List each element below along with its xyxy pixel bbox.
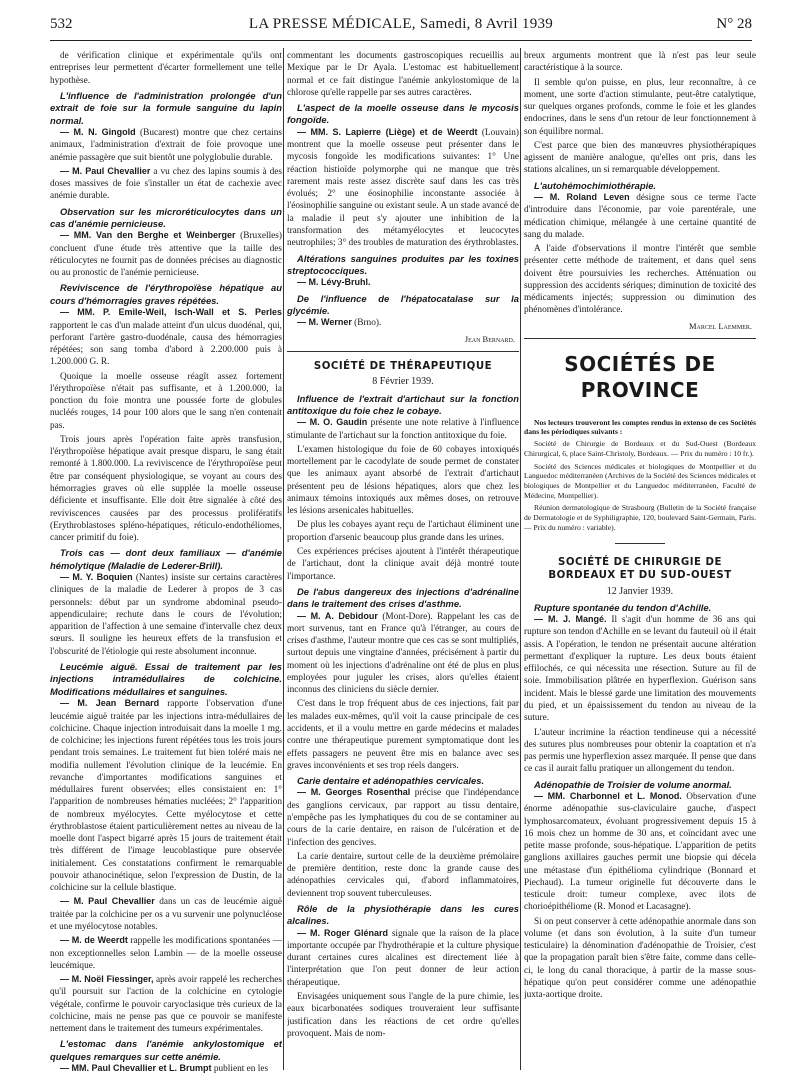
article-heading: Carie dentaire et adénopathies cervicales.	[297, 775, 485, 787]
article-heading: Trois cas — dont deux familiaux — d'anémie hémolytique (Maladie de Lederer-Brill).	[50, 547, 282, 571]
column-1	[50, 50, 282, 1075]
author: — MM. S. Lapierre (Liège) et de Weerdt	[297, 126, 478, 137]
author: — MM. P. Emile-Weil, Isch-Wall et S. Perles	[60, 307, 282, 318]
paragraph: De plus les cobayes ayant reçu de l'artichaut éliminent une proportion d'arsenic beaucoup plus grande dans les urines.	[287, 520, 519, 543]
author: — M. Paul Chevallier	[60, 896, 155, 907]
page-header	[50, 16, 752, 41]
section-banner: SOCIÉTÉS DE PROVINCE	[564, 351, 716, 403]
paragraph: — M. Roger Glénard signale que la raison de la place importante occupée par l'hydrothérapie et la culture physique durant certaines cures alcalines est directement liée à l'interprétation que l'on peut donner de leur action thérapeutique.	[287, 927, 519, 988]
article-heading: Leucémie aiguë. Essai de traitement par les injections intramédullaires de colchicine. Modifications médullaires et sanguines.	[50, 661, 282, 697]
author: — M. Georges Rosenthal	[297, 787, 411, 798]
author: — M. Jean Bernard	[60, 698, 160, 709]
column-3	[524, 50, 756, 1075]
section-date: 12 Janvier 1939.	[606, 585, 674, 597]
paragraph: — MM. S. Lapierre (Liège) et de Weerdt (Louvain) montrent que la moelle osseuse peut présenter dans le mycosis fongoïde les modifications suivantes: 1° Une réaction histioïde polymorphe qui ne manque que très rarement mais reste assez discrète sauf dans les cas très évolués; 2° une éosinophilie inconstante associée à l'éosinophilie sanguine ou existant seule. A un stade avancé de la maladie il peut s'y ajouter une inhibition de la transformation des métamyélocytes et leucocytes neutrophiles; 3° des troubles de maturation des érythroblastes.	[287, 126, 519, 249]
paragraph: L'examen histologique du foie de 60 cobayes intoxiqués mortellement par le cacodylate de soude permet de constater que les animaux ayant absorbé de l'extrait d'artichaut présentent peu de lésions hépatiques, alors que chez les animaux témoins intoxiqués aux mêmes doses, on retrouve les lésions arsenicales habituelles.	[287, 444, 519, 517]
article-heading: L'estomac dans l'anémie ankylostomique et quelques remarques sur cette anémie.	[50, 1038, 282, 1062]
paragraph: La carie dentaire, surtout celle de la deuxième prémolaire de première dentition, reste donc la grande cause des adénopathies cervicales qui, d'abord inflammatoires, deviennent trop souvent tuberculeuses.	[287, 851, 519, 899]
page-number: 532	[50, 16, 73, 32]
signature: Jean Bernard.	[464, 333, 515, 344]
paragraph: — M. Paul Chevallier a vu chez des lapins soumis à des doses massives de foie s'installer un état de cachexie avec anémie durable.	[50, 165, 282, 202]
paragraph: — M. Y. Boquien (Nantes) insiste sur certains caractères cliniques de la maladie de Lederer à propos de 3 cas personnels: début par un syndrome abdominal pseudo-appendiculaire; rechute dans le cours de l'évolution; apparition de l'affection à une semaine d'intervalle chez deux sœurs. Il souligne les heureux effets de la transfusion et l'obscurité de l'étiologie qui reste absolument inconnue.	[50, 572, 282, 657]
paragraph: — MM. Van den Berghe et Weinberger (Bruxelles) concluent d'une étude très attentive que la taille des réticulocytes ne fournit pas de données précises au diagnostic ou au pronostic de l'anémie pernicieuse.	[50, 230, 282, 279]
article-heading: Observation sur les microréticulocytes dans un cas d'anémie pernicieuse.	[50, 205, 282, 230]
paragraph: — M. A. Debidour (Mont-Dore). Rappelant les cas de mort survenus, tant en France qu'à l'étranger, au cours de crises d'asthme, l'auteur montre que ces cas se sont multipliés, surtout depuis une vingtaine d'années, précisément à partir du moment où les injections d'adrénaline ont été de plus en plus employées pour juguler les crises, alors qu'elles étaient inconnus des cliniciens du siècle dernier.	[287, 610, 519, 696]
article-heading: L'influence de l'administration prolongée d'un extrait de foie sur la formule sanguine du lapin normal.	[50, 89, 282, 126]
journal-title: LA PRESSE MÉDICALE, Samedi, 8 Avril 1939	[248, 16, 554, 32]
paragraph: Trois jours après l'opération faite après transfusion, l'érythropoïèse hépatique avait presque disparu, le sang était remonté à 1.800.000. La reviviscence de l'érythropoïèse peut être par conséquent physiologique, se voyant au cours des hémorragies graves où elle supplée la moelle osseuse déficiente et insuffisante. Elle doit être signalée à côté des reviviscences causées par des processus prolifératifs (Erythroblastoses spléno-hépatiques, réticulo-endothéliomes, cancer primitif du foie).	[50, 434, 282, 544]
paragraph: Ces expériences précises ajoutent à l'intérêt thérapeutique de l'artichaut, dont la clinique avait déjà montré toute l'importance.	[287, 547, 519, 582]
periodical-listing: Réunion dermatologique de Strasbourg (Bulletin de la Société française de Dermatologie et de Syphiligraphie, 120, boulevard Saint-Germain, Paris. — Prix du numéro : variable).	[524, 503, 756, 532]
paragraph: breux arguments montrent que là n'est pas leur seule caractéristique à la source.	[524, 51, 756, 74]
notice: Nos lecteurs trouveront les comptes rendus in extenso de ces Sociétés dans les périodiques suivants :	[524, 417, 756, 437]
paragraph: — M. Georges Rosenthal précise que l'indépendance des ganglions cervicaux, par rapport au tissu dentaire, n'empêche pas les lymphatiques du cou de se contaminer au cours de la carie dentaire, en raison de l'ulcération et de l'infection des gencives.	[287, 787, 519, 848]
periodical-listing: Société de Chirurgie de Bordeaux et du Sud-Ouest (Bordeaux Chirurgical, 6, place Saint-Christoly, Bordeaux. — Prix du numéro : 10 fr.).	[524, 439, 756, 458]
paragraph: A l'aide d'observations il montre l'intérêt que semble présenter cette méthode de traitement, et dans quel sens doivent être poursuivies les recherches. Atténuation ou suppression des accidents sériques; diminution de toxicité des médicaments injectés; suppression ou diminution des phénomènes d'intolérance.	[524, 244, 756, 316]
article-heading: Rupture spontanée du tendon d'Achille.	[534, 601, 712, 613]
article-heading: Altérations sanguines produites par les toxines streptococciques.	[287, 252, 519, 276]
article-heading: L'autohémochimiothérapie.	[534, 179, 657, 191]
author: — M. O. Gaudin	[297, 417, 368, 428]
issue-number: N° 28	[716, 16, 752, 32]
paragraph: — MM. P. Emile-Weil, Isch-Wall et S. Perles rapportent le cas d'un malade atteint d'un ulcus duodénal, qui, perforant l'artère gastro-duodénale, causa des hémorragies répétées; son sang tomba d'abord à 2.200.000 puis à 1.200.000 G. R.	[50, 307, 282, 368]
author: — M. N. Gingold	[60, 127, 136, 138]
author: — M. de Weerdt	[60, 935, 128, 946]
paragraph: L'auteur incrimine la réaction tendineuse qui a nécessité des sutures plus nombreuses pour obtenir la coaptation et n'a pas permis une hyperflexion assez marquée. Il pense que dans ce cas il aurait fallu pratiquer un allongement du tendon.	[524, 727, 756, 775]
article-heading: Reviviscence de l'érythropoïèse hépatique au cours d'hémorragies graves répétées.	[50, 282, 282, 306]
divider	[287, 351, 519, 352]
paragraph: Si on peut conserver à cette adénopathie anormale dans son volume (et dans son évolution, à la suite d'un tumeur testiculaire) la dénomination d'adénopathie de Troisier, c'est que la propagation paraît bien s'être faite, comme dans celle-ci, le long du canal thoracique, à partir de la masse sous-hépatique qu'on peut considérer comme une adénopathie juxta-aortique droite.	[524, 916, 756, 1001]
paragraph: — M. de Weerdt rappelle les modifications spontanées — non exceptionnelles selon Lambin — de la moelle osseuse leucémique.	[50, 935, 282, 971]
author: — M. Lévy-Bruhl.	[297, 277, 371, 288]
paragraph: — M. Werner (Brno).	[297, 317, 382, 329]
section-title: SOCIÉTÉ DE CHIRURGIE DE BORDEAUX ET DU SUD-OUEST	[548, 556, 732, 582]
paragraph	[287, 277, 519, 289]
periodical-listing: Société des Sciences médicales et biologiques de Montpellier et du Languedoc méditerranéen (Archives de la Société des Sciences médicales et biologiques de Montpellier et du Languedoc méditerranéen, Faculté de Médecine, Montpellier).	[524, 461, 756, 500]
author: — M. A. Debidour	[297, 610, 378, 621]
paragraph: Envisagées uniquement sous l'angle de la pure chimie, les eaux bicarbonatées sodiques trouveraient leur suffisante justification dans les réactions de cet ordre qu'elles provoquent. Mais de nom-	[287, 992, 519, 1039]
author: — MM. Van den Berghe et Weinberger	[60, 230, 236, 241]
signature: Marcel Laemmer.	[688, 320, 752, 331]
paragraph: — M. Jean Bernard rapporte l'observation d'une leucémie aiguë traitée par les injections intra-médullaires de colchicine. Chaque injection introduisait dans la moelle 1 mg. de colchicine; les injections furent répétées tous les trois jours pendant trois semaines. Le traitement fut bien toléré mais ne modifia nullement l'évolution clinique de la leucémie. En revanche d'importantes modifications sanguines et médullaires furent observées; elles consistaient en: 1° l'apparition de nombreuses hématies nucléées; 2° l'apparition de nombreux myélocytes. Cette myélocytose et cette érythroblastose étaient particulièrement nettes au niveau de la moelle dont l'aspect bigarré après 15 jours de traitement était très différent de l'image leucoblastique pure observée initialement. Ces constatations confirment le remarquable pouvoir athanocinétique, selon l'expression de Dustin, de la colchicine sur la cellule blastique.	[50, 698, 282, 894]
article-heading: Influence de l'extrait d'artichaut sur la fonction antitoxique du foie chez le cobaye.	[287, 392, 519, 416]
article-heading: De l'influence de l'hépatocatalase sur la glycémie.	[287, 292, 519, 317]
paragraph: — M. Roland Leven désigne sous ce terme l'acte d'introduire dans l'économie, par voie parentérale, une médication chimique, mélangée à une certaine quantité de sang du malade.	[524, 192, 756, 240]
section-date: 8 Février 1939.	[372, 376, 434, 388]
article-heading: De l'abus dangereux des injections d'adrénaline dans le traitement des crises d'asthme.	[287, 585, 519, 610]
author: — M. Werner	[297, 317, 352, 328]
paragraph: Il semble qu'on puisse, en plus, leur reconnaître, à ce moment, une sorte d'action stimulante, peut-être catalytique, sur quelques organes profonds, comme le foie et les glandes endocrines, dans le sens d'un retour de leur fonctionnement à son équilibre normal.	[524, 77, 756, 137]
paragraph: — M. Noël Fiessinger, après avoir rappelé les recherches qu'il poursuit sur l'action de la colchicine en cytologie végétale, confirme le pouvoir caryoclasique très curieux de la colchicine, mais ne pense pas que ce pouvoir se manifeste nettement dans le traitement des tumeurs expérimentales.	[50, 974, 282, 1035]
paragraph: — MM. Paul Chevallier et L. Brumpt publient en les	[60, 1063, 269, 1075]
divider	[615, 543, 665, 544]
author: — M. Paul Chevallier	[60, 165, 151, 176]
author: — MM. Charbonnel et L. Monod.	[534, 790, 682, 801]
paragraph: C'est parce que bien des manœuvres physiothérapiques agissent de manière analogue, qu'elles ont pris, dans les stations alcalines, un si remarquable développement.	[524, 140, 756, 176]
paragraph: — M. Paul Chevallier dans un cas de leucémie aiguë traitée par la colchicine per os a vu survenir une polynucléose et une myélocytose notables.	[50, 896, 282, 933]
paragraph: C'est dans le trop fréquent abus de ces injections, fait par les malades eux-mêmes, qu'il voit la cause principale de ces accidents, et il a voulu mettre en garde médecins et malades contre une thérapeutique purement symptomatique dont les effets passagers ne peuvent être mis en balance avec ses graves inconvénients et ses trop réels dangers.	[287, 699, 519, 771]
article-heading: L'aspect de la moelle osseuse dans le mycosis fongoïde.	[287, 102, 519, 126]
divider	[524, 338, 756, 339]
paragraph: — M. N. Gingold (Bucarest) montre que chez certains animaux, l'administration d'extrait de foie provoque une anémie passagère que suit bientôt une polyglobulie durable.	[50, 127, 282, 163]
author: — M. Y. Boquien	[60, 572, 133, 583]
author: — M. Roland Leven	[534, 192, 630, 203]
author: — MM. Paul Chevallier et L. Brumpt	[60, 1063, 212, 1074]
paragraph: de vérification clinique et expérimentale qu'ils ont entreprises leur permettent d'écarter formellement une telle hypothèse.	[50, 51, 282, 86]
column-rule	[520, 48, 521, 1070]
author: — M. Roger Glénard	[297, 927, 388, 938]
paragraph: — MM. Charbonnel et L. Monod. Observation d'une énorme adénopathie sus-claviculaire gauche, d'aspect lymphosarcomateux, évoluant progressivement depuis 15 à 16 mois chez un homme de 30 ans, et coïncidant avec une petite masse profonde, sous-hépatique. L'apparition de petits ganglions axillaires gauches permit une biopsie qui décela une métastase d'un épithélioma cylindrique (Bonnard et Piechaud). La tumeur originelle fut découverte dans le testicule droit: tumeur complexe, avec ilots de chorioépithéliome (R. Monod et Lacasagne).	[524, 790, 756, 913]
paragraph: Quoique la moelle osseuse réagît assez fortement l'érythropoïèse n'était pas suffisante, et à 1.200.000, la ponction du foie montra une poussée forte de globules nucléés rouges, 14 pour 100 alors que le sang n'en contenait pas.	[50, 371, 282, 431]
article-heading: Rôle de la physiothérapie dans les cures alcalines.	[287, 902, 519, 927]
author: — M. Noël Fiessinger,	[60, 974, 154, 985]
column-rule	[283, 48, 284, 1070]
article-heading: Adénopathie de Troisier de volume anormal.	[534, 778, 732, 790]
author: — M. J. Mangé.	[534, 614, 607, 625]
paragraph: — M. J. Mangé. Il s'agit d'un homme de 36 ans qui rupture son tendon d'Achille en se levant du fauteuil où il était assis. A l'opération, le tendon ne présentait aucune altération permettant d'expliquer la rupture. Les deux bouts étaient effilochés, ce qui nécessita une résection. Suture au fil de soie. Immobilisation plâtrée en hyperflexion. Guérison sans incident. Mais le blessé garde une limitation des mouvements du pied, et un épaississement du tendon au niveau de la suture.	[524, 614, 756, 724]
column-2	[287, 50, 519, 1075]
section-title: SOCIÉTÉ DE THÉRAPEUTIQUE	[313, 360, 493, 372]
paragraph: — M. O. Gaudin présente une note relative à l'influence stimulante de l'artichaut sur la fonction antitoxique du foie.	[287, 417, 519, 441]
paragraph: commentant les documents gastroscopiques recueillis au Mexique par le Dr Ayala. L'estomac est habituellement normal et ce fait distingue l'anémie ankylostomique de la chlorose qu'elle rappelle par ses autres caractères.	[287, 51, 519, 98]
